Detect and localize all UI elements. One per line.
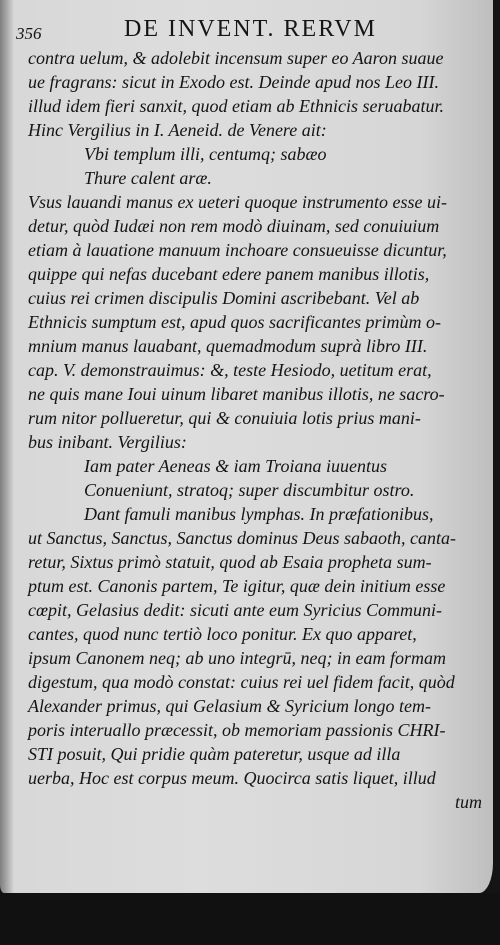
body-text: [28, 46, 490, 814]
text-line: illud idem fieri sanxit, quod etiam ab Ethnicis seruabatur.: [28, 96, 444, 116]
page-header: [14, 12, 484, 48]
text-line: etiam à lauatione manuum inchoare consueuisse dicuntur,: [28, 240, 447, 260]
scan-background: [0, 893, 500, 945]
text-line: contra uelum, & adolebit incensum super eo Aaron suaue: [28, 48, 444, 68]
text-line: mnium manus lauabant, quemadmodum suprà libro III.: [28, 336, 428, 356]
text-line: quippe qui nefas ducebant edere panem manibus illotis,: [28, 264, 430, 284]
verse-line: Thure calent aræ.: [84, 168, 212, 188]
verse-line: Iam pater Aeneas & iam Troiana iuuentus: [84, 456, 387, 476]
verse-line: Dant famuli manibus lymphas. In præfationibus,: [84, 504, 434, 524]
text-line: digestum, qua modò constat: cuius rei uel fidem facit, quòd: [28, 672, 455, 692]
page-number: 356: [16, 24, 42, 43]
text-line: rum nitor pollueretur, qui & conuiuia lotis prius mani-: [28, 408, 421, 428]
running-head: DE INVENT. RERVM: [124, 16, 377, 42]
text-line: Ethnicis sumptum est, apud quos sacrificantes primùm o-: [28, 312, 441, 332]
gutter-shadow: [0, 0, 14, 893]
text-line: STI posuit, Qui pridie quàm pateretur, usque ad illa: [28, 744, 401, 764]
text-line: ut Sanctus, Sanctus, Sanctus dominus Deus sabaoth, canta-: [28, 528, 456, 548]
text-line: Vsus lauandi manus ex ueteri quoque instrumento esse ui-: [28, 192, 447, 212]
text-line: ne quis mane Ioui uinum libaret manibus illotis, ne sacro-: [28, 384, 445, 404]
text-line: retur, Sixtus primò statuit, quod ab Esaia propheta sum-: [28, 552, 432, 572]
verse-line: Conueniunt, stratoq; super discumbitur ostro.: [84, 480, 415, 500]
text-line: cap. V. demonstrauimus: &, teste Hesiodo, uetitum erat,: [28, 360, 432, 380]
text-line: ptum est. Canonis partem, Te igitur, quæ dein initium esse: [28, 576, 446, 596]
text-line: detur, quòd Iudæi non rem modò diuinam, sed conuiuium: [28, 216, 440, 236]
text-line: cœpit, Gelasius dedit: sicuti ante eum Syricius Communi-: [28, 600, 442, 620]
verse-line: Vbi templum illi, centumq; sabæo: [84, 144, 327, 164]
text-line: Alexander primus, qui Gelasium & Syricium longo tem-: [28, 696, 431, 716]
text-line: ue fragrans: sicut in Exodo est. Deinde apud nos Leo III.: [28, 72, 439, 92]
text-line: Hinc Vergilius in I. Aeneid. de Venere ait:: [28, 120, 327, 140]
catchword: tum: [455, 792, 482, 812]
text-line: uerba, Hoc est corpus meum. Quocirca satis liquet, illud: [28, 768, 436, 788]
text-line: cantes, quod nunc tertiò loco ponitur. Ex quo apparet,: [28, 624, 417, 644]
text-line: poris interuallo præcessit, ob memoriam passionis CHRI-: [28, 720, 446, 740]
text-line: cuius rei crimen discipulis Domini ascribebant. Vel ab: [28, 288, 420, 308]
text-line: ipsum Canonem neq; ab uno integrū, neq; in eam formam: [28, 648, 446, 668]
text-line: bus inibant. Vergilius:: [28, 432, 187, 452]
